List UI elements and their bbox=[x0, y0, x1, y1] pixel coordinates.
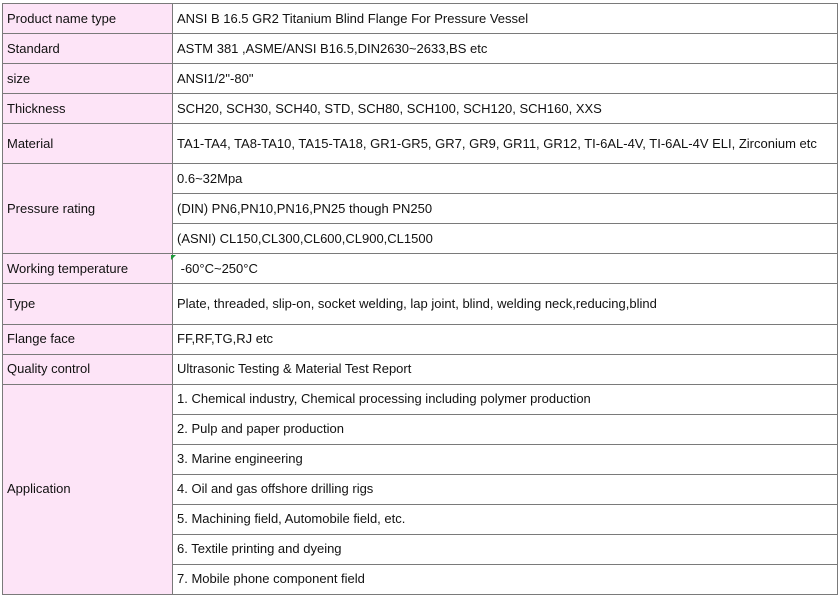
table-row bbox=[3, 164, 838, 194]
row-value-application-1: 1. Chemical industry, Chemical processing including polymer production bbox=[173, 384, 838, 414]
row-value-type: Plate, threaded, slip-on, socket welding, lap joint, blind, welding neck,reducing,blind bbox=[173, 284, 838, 324]
row-value-application-5: 5. Machining field, Automobile field, etc. bbox=[173, 504, 838, 534]
row-value-application-3: 3. Marine engineering bbox=[173, 444, 838, 474]
row-value-flange-face: FF,RF,TG,RJ etc bbox=[173, 324, 838, 354]
table-row bbox=[3, 324, 838, 354]
table-row bbox=[3, 354, 838, 384]
row-label-working-temperature: Working temperature bbox=[3, 254, 173, 284]
table-row bbox=[3, 284, 838, 324]
row-label-quality-control: Quality control bbox=[3, 354, 173, 384]
row-label-product-name: Product name type bbox=[3, 4, 173, 34]
table-row bbox=[3, 64, 838, 94]
row-value-standard: ASTM 381 ,ASME/ANSI B16.5,DIN2630~2633,BS etc bbox=[173, 34, 838, 64]
cell-comment-marker bbox=[171, 255, 176, 260]
row-label-flange-face: Flange face bbox=[3, 324, 173, 354]
row-label-thickness: Thickness bbox=[3, 94, 173, 124]
row-label-application: Application bbox=[3, 384, 173, 594]
row-value-product-name: ANSI B 16.5 GR2 Titanium Blind Flange For Pressure Vessel bbox=[173, 4, 838, 34]
row-label-type: Type bbox=[3, 284, 173, 324]
table-row bbox=[3, 254, 838, 284]
table-row bbox=[3, 124, 838, 164]
row-value-pressure-rating-2: (DIN) PN6,PN10,PN16,PN25 though PN250 bbox=[173, 194, 838, 224]
row-value-application-6: 6. Textile printing and dyeing bbox=[173, 534, 838, 564]
table-row bbox=[3, 4, 838, 34]
row-value-pressure-rating-3: (ASNI) CL150,CL300,CL600,CL900,CL1500 bbox=[173, 224, 838, 254]
table-row bbox=[3, 384, 838, 414]
row-label-pressure-rating: Pressure rating bbox=[3, 164, 173, 254]
row-label-material: Material bbox=[3, 124, 173, 164]
row-value-application-7: 7. Mobile phone component field bbox=[173, 564, 838, 594]
row-value-application-2: 2. Pulp and paper production bbox=[173, 414, 838, 444]
table-row bbox=[3, 94, 838, 124]
row-value-thickness: SCH20, SCH30, SCH40, STD, SCH80, SCH100, SCH120, SCH160, XXS bbox=[173, 94, 838, 124]
row-value-application-4: 4. Oil and gas offshore drilling rigs bbox=[173, 474, 838, 504]
spec-table bbox=[2, 3, 838, 595]
table-row bbox=[3, 34, 838, 64]
row-value-material: TA1-TA4, TA8-TA10, TA15-TA18, GR1-GR5, GR7, GR9, GR11, GR12, TI-6AL-4V, TI-6AL-4V ELI, Zirconium etc bbox=[173, 124, 838, 164]
row-value-working-temperature: -60°C~250°C bbox=[173, 254, 838, 284]
row-value-quality-control: Ultrasonic Testing & Material Test Report bbox=[173, 354, 838, 384]
row-value-pressure-rating-1: 0.6~32Mpa bbox=[173, 164, 838, 194]
row-value-size: ANSI1/2"-80" bbox=[173, 64, 838, 94]
row-label-size: size bbox=[3, 64, 173, 94]
row-label-standard: Standard bbox=[3, 34, 173, 64]
